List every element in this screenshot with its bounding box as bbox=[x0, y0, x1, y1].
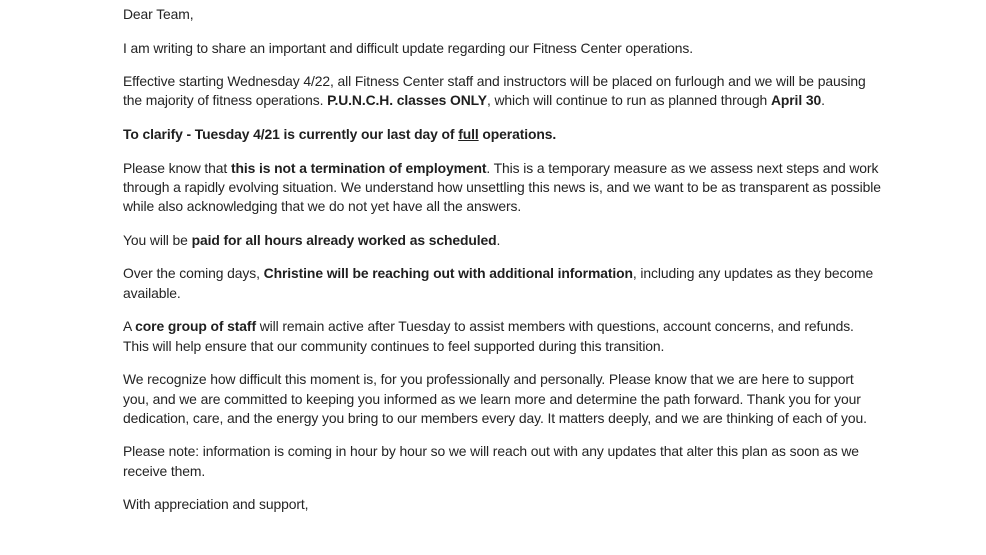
email-body bbox=[123, 5, 883, 529]
clarify-text-2: operations. bbox=[478, 126, 557, 143]
clarify-underline-full: full bbox=[458, 126, 479, 143]
not-termination-emphasis: this is not a termination of employment bbox=[230, 159, 487, 176]
core-staff-emphasis: core group of staff bbox=[135, 318, 256, 335]
christine-text-1: Over the coming days, bbox=[123, 265, 264, 282]
not-termination-text-2: . This is a temporary measure as we assess next steps and work through a rapidly evolving situation. We understand how unsettling this news is, and we want to be as transparent as possible while also acknowledging that we do not yet have all the answers. bbox=[123, 159, 881, 215]
punch-classes-emphasis: P.U.N.C.H. classes ONLY bbox=[327, 92, 487, 109]
closing-line: With appreciation and support, bbox=[123, 496, 309, 513]
clarify-paragraph bbox=[123, 125, 883, 144]
intro-paragraph: I am writing to share an important and difficult update regarding our Fitness Center operations. bbox=[123, 39, 694, 56]
christine-paragraph bbox=[123, 264, 883, 303]
clarify-bold bbox=[123, 126, 556, 142]
support-paragraph: We recognize how difficult this moment is, for you professionally and personally. Please know that we are here to support you, and we are committed to keeping you informed as we learn more and determine the path forward. Thank you for your dedication, care, and the energy you bring to our members every day. It matters deeply, and we are thinking of each of you. bbox=[123, 371, 867, 426]
furlough-text-2: , which will continue to run as planned through bbox=[486, 92, 771, 109]
pay-text-2: . bbox=[496, 231, 501, 248]
christine-emphasis: Christine will be reaching out with additional information bbox=[263, 265, 633, 282]
furlough-text-3: . bbox=[821, 92, 825, 109]
not-termination-text-1: Please know that bbox=[123, 159, 231, 176]
pay-emphasis: paid for all hours already worked as scheduled bbox=[191, 231, 497, 248]
not-termination-paragraph bbox=[123, 159, 883, 217]
furlough-paragraph bbox=[123, 72, 883, 111]
clarify-text-1: To clarify - Tuesday 4/21 is currently our last day of bbox=[123, 126, 459, 143]
pay-text-1: You will be bbox=[123, 231, 192, 248]
end-date-emphasis: April 30 bbox=[770, 92, 822, 109]
core-staff-text-1: A bbox=[123, 318, 136, 335]
pay-paragraph bbox=[123, 231, 883, 250]
furlough-text-1: Effective starting Wednesday 4/22, all Fitness Center staff and instructors will be placed on furlough and we will be pausing the majority of fitness operations. bbox=[123, 73, 866, 109]
please-note-paragraph: Please note: information is coming in hour by hour so we will reach out with any updates that alter this plan as soon as we receive them. bbox=[123, 443, 859, 479]
greeting: Dear Team, bbox=[123, 6, 194, 22]
core-staff-text-2: will remain active after Tuesday to assist members with questions, account concerns, and refunds. This will help ensure that our community continues to feel supported during this transition. bbox=[123, 318, 854, 354]
christine-text-2: , including any updates as they become available. bbox=[123, 265, 874, 301]
core-staff-paragraph bbox=[123, 317, 883, 356]
